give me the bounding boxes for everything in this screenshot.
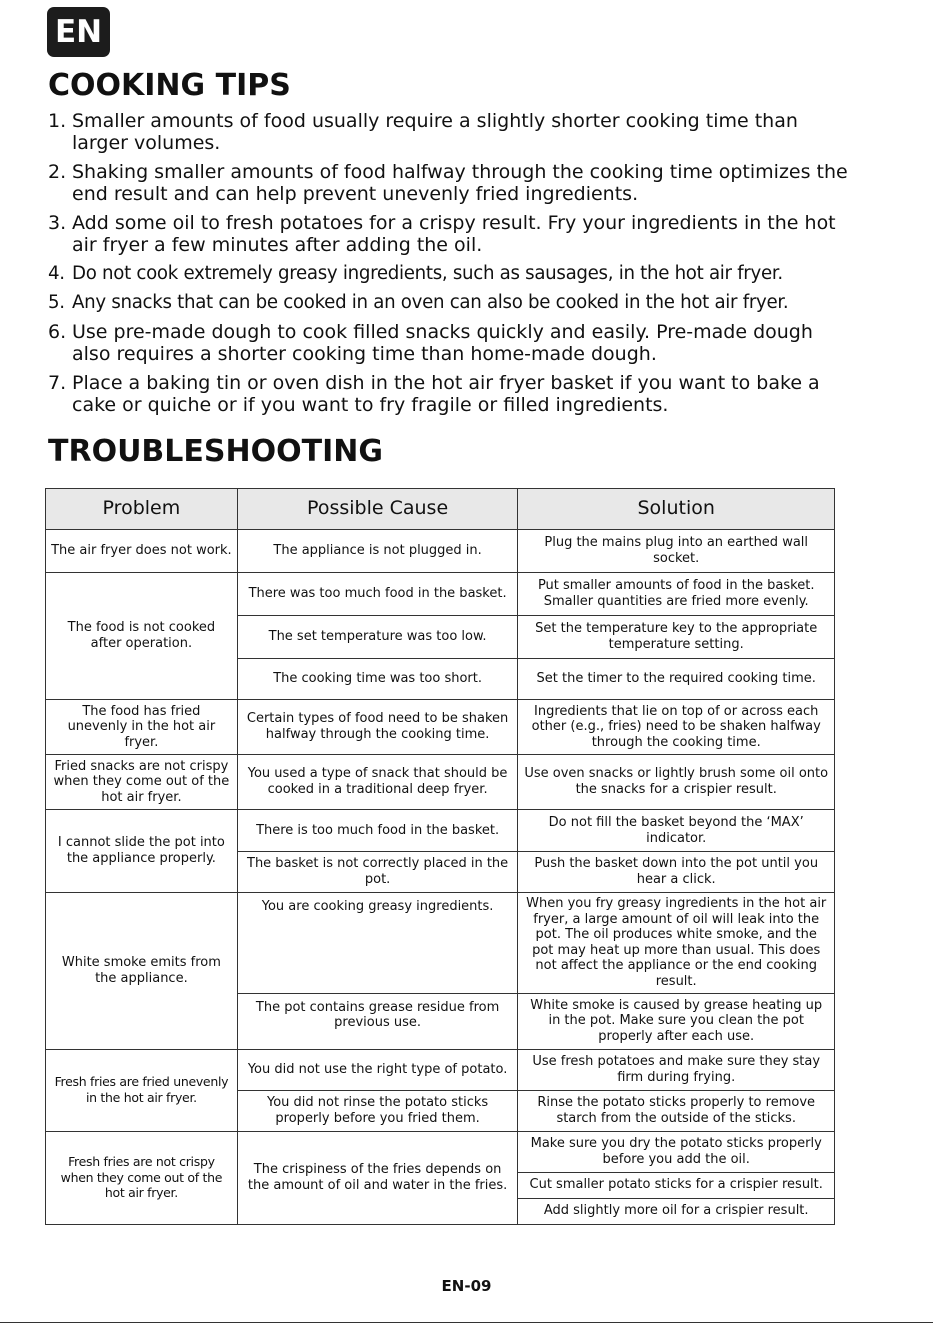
cause-cell: The appliance is not plugged in. — [237, 530, 518, 573]
header-cause: Possible Cause — [237, 489, 518, 530]
table-row — [46, 530, 835, 573]
table-row — [46, 810, 835, 852]
cause-cell: You did not use the right type of potato. — [237, 1049, 518, 1090]
table-row — [46, 1049, 835, 1090]
header-solution: Solution — [518, 489, 835, 530]
list-item: 3. Add some oil to fresh potatoes for a crispy result. Fry your ingredients in the hot air fryer a few minutes after adding the oil. — [48, 212, 836, 256]
cause-cell: You used a type of snack that should be cooked in a traditional deep fryer. — [237, 755, 518, 810]
solution-cell: Ingredients that lie on top of or across each other (e.g., fries) need to be shaken halfway through the cooking time. — [518, 700, 835, 755]
cause-cell: Certain types of food need to be shaken halfway through the cooking time. — [237, 700, 518, 755]
language-badge: EN — [47, 7, 110, 57]
problem-cell: White smoke emits from the appliance. — [46, 893, 238, 1050]
cause-cell: You are cooking greasy ingredients. — [237, 893, 518, 994]
solution-cell: Set the temperature key to the appropriate temperature setting. — [518, 616, 835, 659]
problem-cell: I cannot slide the pot into the appliance properly. — [46, 810, 238, 893]
solution-cell: Use oven snacks or lightly brush some oil onto the snacks for a crispier result. — [518, 755, 835, 810]
cause-cell: The cooking time was too short. — [237, 659, 518, 700]
solution-cell: Rinse the potato sticks properly to remove starch from the outside of the sticks. — [518, 1090, 835, 1131]
list-item: 4. Do not cook extremely greasy ingredients, such as sausages, in the hot air fryer. — [48, 263, 783, 284]
list-item: 1. Smaller amounts of food usually require a slightly shorter cooking time than larger volumes. — [48, 110, 798, 154]
problem-cell: Fresh fries are fried unevenly in the hot air fryer. — [46, 1049, 238, 1131]
table-row — [46, 893, 835, 994]
problem-cell: The air fryer does not work. — [46, 530, 238, 573]
problem-cell: Fresh fries are not crispy when they come out of the hot air fryer. — [46, 1131, 238, 1224]
table-header-row — [46, 489, 835, 530]
solution-cell: Use fresh potatoes and make sure they stay firm during frying. — [518, 1049, 835, 1090]
list-item: 5. Any snacks that can be cooked in an oven can also be cooked in the hot air fryer. — [48, 292, 789, 313]
list-item: 2. Shaking smaller amounts of food halfway through the cooking time optimizes the end result and can help prevent unevenly fried ingredients. — [48, 161, 848, 205]
cause-cell: The set temperature was too low. — [237, 616, 518, 659]
solution-cell: Do not fill the basket beyond the ‘MAX’ indicator. — [518, 810, 835, 852]
page-number: EN-09 — [441, 1277, 492, 1295]
troubleshooting-heading: TROUBLESHOOTING — [48, 434, 383, 469]
cause-cell: The crispiness of the fries depends on the amount of oil and water in the fries. — [237, 1131, 518, 1224]
header-problem: Problem — [46, 489, 238, 530]
solution-cell: Make sure you dry the potato sticks properly before you add the oil. — [518, 1131, 835, 1172]
solution-cell: Plug the mains plug into an earthed wall socket. — [518, 530, 835, 573]
problem-cell: The food has fried unevenly in the hot air fryer. — [46, 700, 238, 755]
list-item: 6. Use pre-made dough to cook filled snacks quickly and easily. Pre-made dough also requires a shorter cooking time than home-made dough. — [48, 321, 813, 365]
cause-cell: There is too much food in the basket. — [237, 810, 518, 852]
solution-cell: Cut smaller potato sticks for a crispier result. — [518, 1172, 835, 1198]
solution-cell: White smoke is caused by grease heating up in the pot. Make sure you clean the pot properly after each use. — [518, 993, 835, 1049]
table-row — [46, 1131, 835, 1172]
cooking-tips-list — [48, 110, 848, 423]
solution-cell: Set the timer to the required cooking time. — [518, 659, 835, 700]
cooking-tips-heading: COOKING TIPS — [48, 68, 291, 103]
table-row — [46, 700, 835, 755]
cause-cell: You did not rinse the potato sticks properly before you fried them. — [237, 1090, 518, 1131]
cause-cell: The basket is not correctly placed in the pot. — [237, 852, 518, 893]
solution-cell: Add slightly more oil for a crispier result. — [518, 1198, 835, 1224]
solution-cell: When you fry greasy ingredients in the hot air fryer, a large amount of oil will leak into the pot. The oil produces white smoke, and the pot may heat up more than usual. This does not affect the appliance or the end cooking result. — [518, 893, 835, 994]
table-row — [46, 755, 835, 810]
table-row — [46, 573, 835, 616]
solution-cell: Push the basket down into the pot until you hear a click. — [518, 852, 835, 893]
solution-cell: Put smaller amounts of food in the basket. Smaller quantities are fried more evenly. — [518, 573, 835, 616]
problem-cell: The food is not cooked after operation. — [46, 573, 238, 700]
list-item: 7. Place a baking tin or oven dish in the hot air fryer basket if you want to bake a cake or quiche or if you want to fry fragile or filled ingredients. — [48, 372, 820, 416]
cause-cell: There was too much food in the basket. — [237, 573, 518, 616]
bottom-divider — [0, 1322, 933, 1323]
troubleshooting-table — [45, 488, 835, 1225]
cause-cell: The pot contains grease residue from previous use. — [237, 993, 518, 1049]
problem-cell: Fried snacks are not crispy when they come out of the hot air fryer. — [46, 755, 238, 810]
